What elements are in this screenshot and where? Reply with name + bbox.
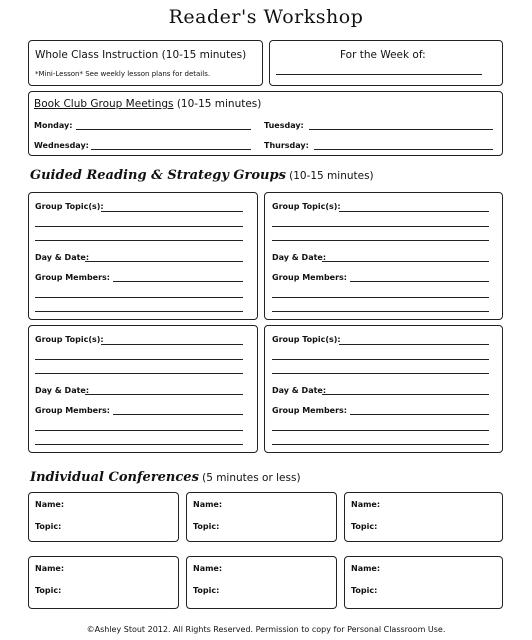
- topic-label: Topic:: [351, 522, 378, 531]
- topic-label: Topic:: [35, 522, 62, 531]
- guided-heading: Guided Reading & Strategy Groups: [30, 168, 286, 183]
- conference-box: [186, 556, 337, 609]
- week-box: [269, 40, 503, 86]
- thursday-label: Thursday:: [264, 141, 309, 150]
- footer: ©Ashley Stout 2012. All Rights Reserved. Permission to copy for Personal Classroom Use.: [86, 625, 446, 634]
- members-line[interactable]: [35, 444, 243, 445]
- day-date-label: Day & Date:: [35, 253, 90, 262]
- topic-label: Topic:: [193, 522, 220, 531]
- tuesday-line[interactable]: [309, 129, 493, 130]
- book-club-box: [28, 91, 503, 156]
- members-line[interactable]: [35, 430, 243, 431]
- members-line[interactable]: [272, 430, 489, 431]
- topic-line[interactable]: [272, 359, 489, 360]
- members-line[interactable]: [272, 311, 489, 312]
- topic-line[interactable]: [35, 373, 243, 374]
- thursday-line[interactable]: [314, 149, 493, 150]
- topic-line[interactable]: [35, 226, 243, 227]
- members-line[interactable]: [272, 444, 489, 445]
- topic-line[interactable]: [35, 240, 243, 241]
- topic-line[interactable]: [339, 211, 489, 212]
- monday-label: Monday:: [34, 121, 73, 130]
- group-members-label: Group Members:: [35, 406, 110, 415]
- conference-box: [28, 556, 179, 609]
- group-members-label: Group Members:: [272, 406, 347, 415]
- conferences-time: (5 minutes or less): [202, 472, 301, 484]
- date-line[interactable]: [85, 394, 243, 395]
- conferences-heading: Individual Conferences: [30, 470, 199, 485]
- group-members-label: Group Members:: [272, 273, 347, 282]
- tuesday-label: Tuesday:: [264, 121, 304, 130]
- guided-time: (10-15 minutes): [289, 170, 374, 182]
- guided-group-box: [264, 325, 503, 453]
- whole-class-heading: Whole Class Instruction (10-15 minutes): [35, 49, 247, 61]
- day-date-label: Day & Date:: [272, 253, 327, 262]
- book-club-time: (10-15 minutes): [176, 98, 262, 110]
- conference-box: [344, 556, 503, 609]
- topic-line[interactable]: [272, 240, 489, 241]
- group-topic-label: Group Topic(s):: [35, 202, 104, 211]
- conference-box: [28, 492, 179, 542]
- topic-label: Topic:: [193, 586, 220, 595]
- name-label: Name:: [351, 500, 381, 509]
- topic-line[interactable]: [101, 211, 243, 212]
- topic-line[interactable]: [272, 373, 489, 374]
- book-club-heading: Book Club Group Meetings: [34, 98, 174, 110]
- day-date-label: Day & Date:: [272, 386, 327, 395]
- date-line[interactable]: [85, 261, 243, 262]
- name-label: Name:: [35, 564, 65, 573]
- group-topic-label: Group Topic(s):: [35, 335, 104, 344]
- day-date-label: Day & Date:: [35, 386, 90, 395]
- group-topic-label: Group Topic(s):: [272, 335, 341, 344]
- group-topic-label: Group Topic(s):: [272, 202, 341, 211]
- topic-label: Topic:: [351, 586, 378, 595]
- topic-line[interactable]: [339, 344, 489, 345]
- members-line[interactable]: [35, 311, 243, 312]
- guided-group-box: [264, 192, 503, 320]
- wednesday-label: Wednesday:: [34, 141, 89, 150]
- page-title: Reader's Workshop: [168, 6, 364, 28]
- monday-line[interactable]: [76, 129, 251, 130]
- name-label: Name:: [193, 500, 223, 509]
- conference-box: [344, 492, 503, 542]
- topic-line[interactable]: [272, 226, 489, 227]
- group-members-label: Group Members:: [35, 273, 110, 282]
- topic-label: Topic:: [35, 586, 62, 595]
- name-label: Name:: [35, 500, 65, 509]
- name-label: Name:: [351, 564, 381, 573]
- guided-heading-row: [30, 168, 374, 183]
- week-label: For the Week of:: [340, 49, 426, 61]
- date-line[interactable]: [322, 394, 489, 395]
- members-line[interactable]: [113, 414, 243, 415]
- topic-line[interactable]: [35, 359, 243, 360]
- members-line[interactable]: [113, 281, 243, 282]
- members-line[interactable]: [350, 281, 489, 282]
- mini-lesson-note: *Mini-Lesson* See weekly lesson plans for details.: [35, 70, 211, 78]
- name-label: Name:: [193, 564, 223, 573]
- wednesday-line[interactable]: [91, 149, 251, 150]
- members-line[interactable]: [35, 297, 243, 298]
- date-line[interactable]: [322, 261, 489, 262]
- conferences-heading-row: [30, 470, 301, 485]
- guided-group-box: [28, 325, 258, 453]
- whole-class-box: [28, 40, 263, 86]
- conference-box: [186, 492, 337, 542]
- topic-line[interactable]: [101, 344, 243, 345]
- members-line[interactable]: [272, 297, 489, 298]
- members-line[interactable]: [350, 414, 489, 415]
- week-line[interactable]: [276, 74, 482, 75]
- guided-group-box: [28, 192, 258, 320]
